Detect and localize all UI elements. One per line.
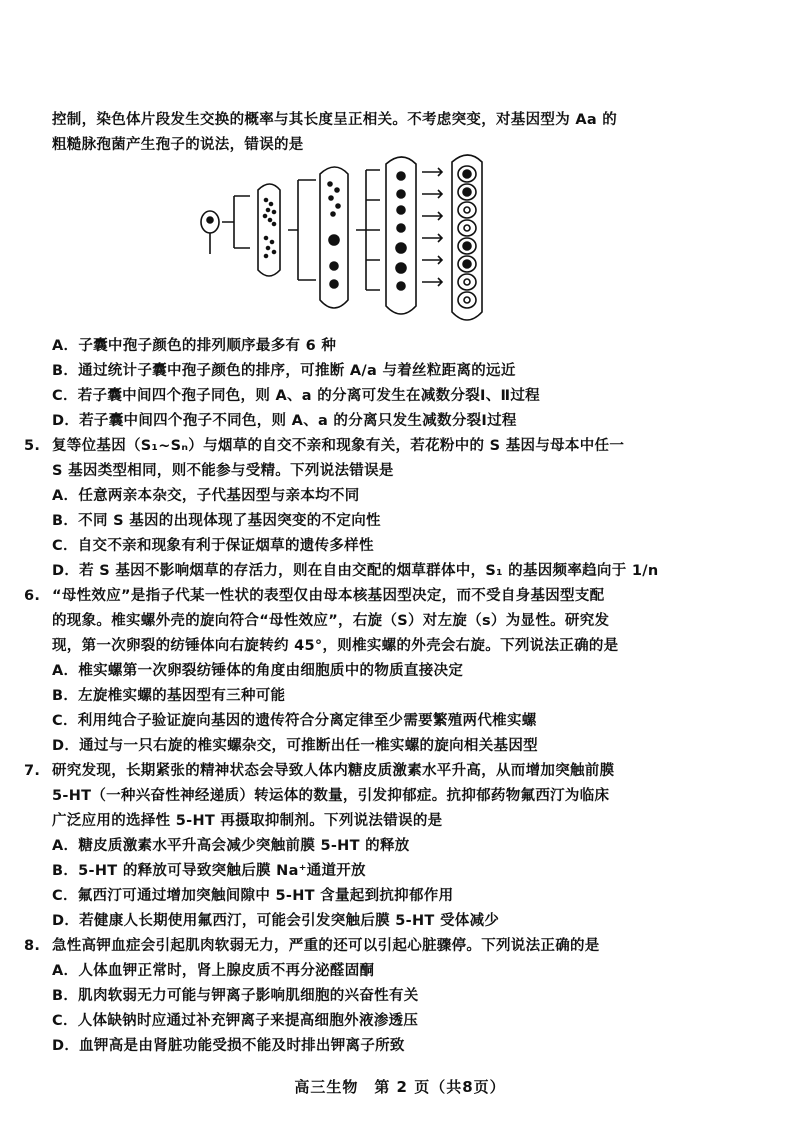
q5-stem-line-1: 复等位基因（S₁~Sₙ）与烟草的自交不亲和现象有关，若花粉中的 S 基因与母本中任一	[52, 438, 625, 454]
q6-stem-line-1: “母性效应”是指子代某一性状的表型仅由母本核基因型决定，而不受自身基因型支配	[52, 588, 605, 604]
q8-option-d: D．血钾高是由肾脏功能受损不能及时排出钾离子所致	[52, 1038, 405, 1054]
q7-stem-line-2: 5-HT（一种兴奋性神经递质）转运体的数量，引发抑郁症。抗抑郁药物氟西汀为临床	[52, 788, 610, 804]
q7-option-c: C．氟西汀可通过增加突触间隙中 5-HT 含量起到抗抑郁作用	[52, 888, 454, 904]
arrow-group	[422, 168, 442, 286]
ascus-meiosis-1	[258, 184, 280, 276]
q7-number: 7.	[24, 763, 41, 779]
q6-option-b: B．左旋椎实螺的基因型有三种可能	[52, 688, 286, 704]
q4-option-b: B．通过统计子囊中孢子颜色的排序，可推断 A/a 与着丝粒距离的远近	[52, 363, 516, 379]
q4-option-c: C．若子囊中间四个孢子同色，则 A、a 的分离可发生在减数分裂Ⅰ、Ⅱ过程	[52, 388, 540, 404]
q6-option-a: A．椎实螺第一次卵裂纺锤体的角度由细胞质中的物质直接决定	[52, 663, 464, 679]
q8-number: 8.	[24, 938, 41, 954]
q6-number: 6.	[24, 588, 41, 604]
q4-option-a: A．子囊中孢子颜色的排列顺序最多有 6 种	[52, 338, 337, 354]
q7-option-d: D．若健康人长期使用氟西汀，可能会引发突触后膜 5-HT 受体减少	[52, 913, 500, 929]
q6-stem-line-3: 现，第一次卵裂的纺锤体向右旋转约 45°，则椎实螺的外壳会右旋。下列说法正确的是	[52, 638, 619, 654]
q8-option-c: C．人体缺钠时应通过补充钾离子来提高细胞外液渗透压	[52, 1013, 419, 1029]
q4-stem-line-1: 控制，染色体片段发生交换的概率与其长度呈正相关。不考虑突变，对基因型为 Aa 的	[52, 112, 618, 128]
ascospores	[458, 166, 476, 308]
q7-stem-line-3: 广泛应用的选择性 5-HT 再摄取抑制剂。下列说法错误的是	[52, 813, 443, 829]
ascus-spore-diagram	[190, 150, 490, 330]
q6-stem-line-2: 的现象。椎实螺外壳的旋向符合“母性效应”，右旋（S）对左旋（s）为显性。研究发	[52, 613, 610, 629]
q4-option-d: D．若子囊中间四个孢子不同色，则 A、a 的分离只发生减数分裂Ⅰ过程	[52, 413, 517, 429]
q8-option-b: B．肌肉软弱无力可能与钾离子影响肌细胞的兴奋性有关	[52, 988, 419, 1004]
q6-option-c: C．利用纯合子验证旋向基因的遗传符合分离定律至少需要繁殖两代椎实螺	[52, 713, 537, 729]
q8-stem-line-1: 急性高钾血症会引起肌肉软弱无力，严重的还可以引起心脏骤停。下列说法正确的是	[52, 938, 600, 954]
q5-option-c: C．自交不亲和现象有利于保证烟草的遗传多样性	[52, 538, 374, 554]
q5-option-b: B．不同 S 基因的出现体现了基因突变的不定向性	[52, 513, 381, 529]
q8-option-a: A．人体血钾正常时，肾上腺皮质不再分泌醛固酮	[52, 963, 375, 979]
q5-stem-line-2: S 基因类型相同，则不能参与受精。下列说法错误是	[52, 463, 394, 479]
page-footer: 高三生物 第 2 页（共8页）	[294, 1078, 506, 1096]
q7-option-b: B．5-HT 的释放可导致突触后膜 Na⁺通道开放	[52, 863, 366, 879]
q6-option-d: D．通过与一只右旋的椎实螺杂交，可推断出任一椎实螺的旋向相关基因型	[52, 738, 538, 754]
q5-option-a: A．任意两亲本杂交，子代基因型与亲本均不同	[52, 488, 360, 504]
q5-option-d: D．若 S 基因不影响烟草的存活力，则在自由交配的烟草群体中，S₁ 的基因频率趋向于 1/n	[52, 563, 659, 579]
q7-stem-line-1: 研究发现，长期紧张的精神状态会导致人体内糖皮质激素水平升高，从而增加突触前膜	[52, 763, 615, 779]
q7-option-a: A．糖皮质激素水平升高会减少突触前膜 5-HT 的释放	[52, 838, 410, 854]
q4-stem-line-2: 粗糙脉孢菌产生孢子的说法，错误的是	[52, 137, 304, 153]
q5-number: 5.	[24, 438, 41, 454]
